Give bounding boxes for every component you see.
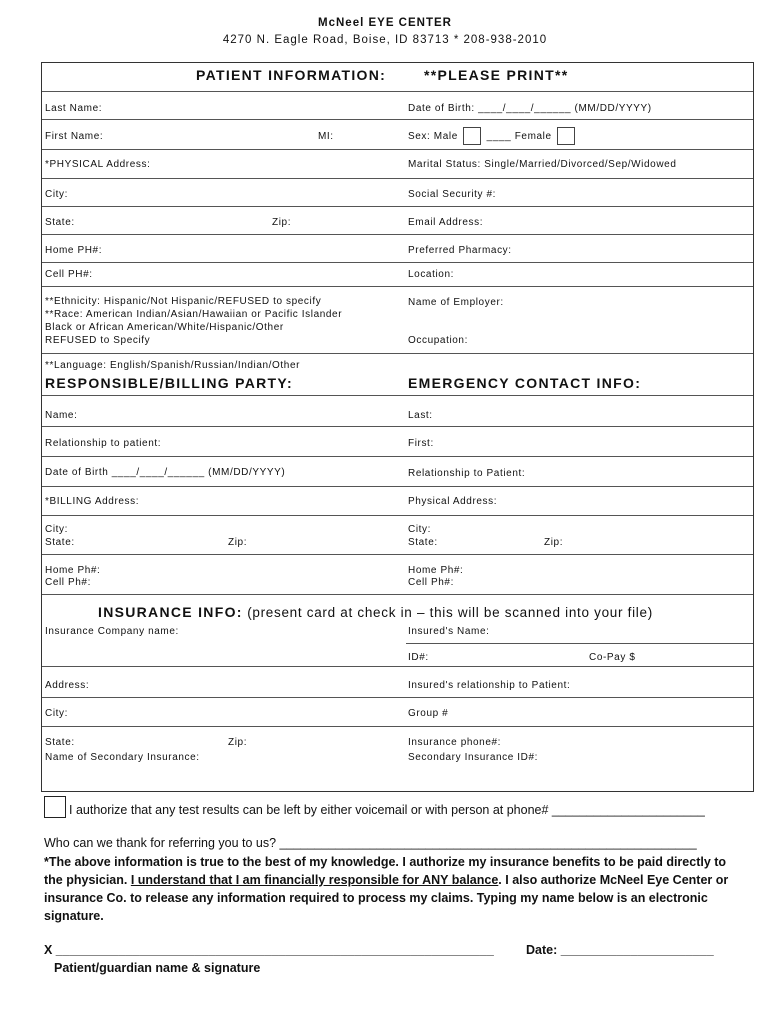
secondary-insurance-name-field[interactable]: Name of Secondary Insurance:	[45, 752, 200, 763]
secondary-insurance-id-field[interactable]: Secondary Insurance ID#:	[408, 752, 539, 763]
female-checkbox[interactable]	[557, 127, 575, 145]
insured-name-field[interactable]: Insured's Name:	[408, 626, 490, 637]
billing-state-field[interactable]: State:	[45, 537, 75, 548]
attestation-release: . I also authorize McNeel Eye Center or	[498, 873, 729, 887]
language-field[interactable]: **Language: English/Spanish/Russian/Indian/Other	[45, 360, 301, 371]
divider	[42, 456, 753, 457]
insurance-state-field[interactable]: State:	[45, 737, 75, 748]
insurance-id-field[interactable]: ID#:	[408, 652, 429, 663]
divider	[42, 554, 753, 555]
insurance-note: (present card at check in – this will be scanned into your file)	[247, 605, 653, 620]
emergency-zip-field[interactable]: Zip:	[544, 537, 564, 548]
ethnicity-field[interactable]: **Ethnicity: Hispanic/Not Hispanic/REFUSED to specify	[45, 296, 322, 307]
emergency-home-phone-field[interactable]: Home Ph#:	[408, 565, 464, 576]
divider	[42, 234, 753, 235]
insurance-phone-field[interactable]: Insurance phone#:	[408, 737, 502, 748]
ssn-field[interactable]: Social Security #:	[408, 189, 497, 200]
sex-label: Sex: Male	[408, 131, 458, 142]
insurance-address-field[interactable]: Address:	[45, 680, 90, 691]
divider	[42, 206, 753, 207]
female-label: Female	[514, 131, 552, 142]
billing-zip-field[interactable]: Zip:	[228, 537, 248, 548]
group-number-field[interactable]: Group #	[408, 708, 449, 719]
emergency-state-field[interactable]: State:	[408, 537, 438, 548]
race-refused: REFUSED to Specify	[45, 335, 151, 346]
state-field[interactable]: State:	[45, 217, 75, 228]
mi-field[interactable]: MI:	[318, 131, 334, 142]
emergency-city-field[interactable]: City:	[408, 524, 431, 535]
race-field[interactable]: **Race: American Indian/Asian/Hawaiian or Pacific Islander	[45, 309, 343, 320]
divider	[42, 486, 753, 487]
attestation-line-2	[44, 873, 728, 887]
physical-address-field[interactable]: *PHYSICAL Address:	[45, 159, 151, 170]
city-field[interactable]: City:	[45, 189, 68, 200]
patient-info-title: PATIENT INFORMATION:	[196, 67, 387, 83]
billing-dob-field[interactable]: Date of Birth ____/____/______ (MM/DD/YYYY)	[45, 467, 286, 478]
email-field[interactable]: Email Address:	[408, 217, 484, 228]
date-field[interactable]: Date: ______________________	[526, 943, 714, 957]
home-phone-field[interactable]: Home PH#:	[45, 245, 103, 256]
attestation-physician: the physician.	[44, 873, 128, 887]
emergency-cell-phone-field[interactable]: Cell Ph#:	[408, 577, 454, 588]
divider	[42, 666, 753, 667]
divider	[42, 119, 753, 120]
clinic-address: 4270 N. Eagle Road, Boise, ID 83713 * 208-938-2010	[222, 34, 548, 46]
insured-relationship-field[interactable]: Insured's relationship to Patient:	[408, 680, 571, 691]
occupation-field[interactable]: Occupation:	[408, 335, 468, 346]
insurance-company-field[interactable]: Insurance Company name:	[45, 626, 179, 637]
divider	[42, 594, 753, 595]
attestation-line-3: insurance Co. to release any information required to process my claims. Typing my name below is an electronic	[44, 891, 708, 905]
divider	[42, 726, 753, 727]
referral-field[interactable]: Who can we thank for referring you to us? ____________________________________________________________	[44, 836, 697, 850]
attestation-line-1: *The above information is true to the best of my knowledge. I authorize my insurance benefits to be paid directly to	[44, 855, 727, 869]
insurance-heading	[98, 604, 653, 622]
male-checkbox[interactable]	[463, 127, 481, 145]
dob-field[interactable]: Date of Birth: ____/____/______ (MM/DD/YYYY)	[408, 103, 652, 114]
insurance-zip-field[interactable]: Zip:	[228, 737, 248, 748]
sex-field	[408, 127, 577, 145]
divider	[42, 395, 753, 396]
race-options: Black or African American/White/Hispanic/Other	[45, 322, 284, 333]
divider	[42, 353, 753, 354]
billing-city-field[interactable]: City:	[45, 524, 68, 535]
billing-address-field[interactable]: *BILLING Address:	[45, 496, 140, 507]
billing-cell-phone-field[interactable]: Cell Ph#:	[45, 577, 91, 588]
cell-phone-field[interactable]: Cell PH#:	[45, 269, 93, 280]
employer-field[interactable]: Name of Employer:	[408, 297, 504, 308]
marital-status-field[interactable]: Marital Status: Single/Married/Divorced/Sep/Widowed	[408, 159, 677, 170]
sex-blank: ____	[486, 131, 512, 142]
voicemail-consent-text: I authorize that any test results can be left by either voicemail or with person at phone# ______________________	[69, 803, 705, 817]
last-name-field[interactable]: Last Name:	[45, 103, 103, 114]
divider	[42, 286, 753, 287]
financial-responsibility-text: I understand that I am financially responsible for ANY balance	[130, 873, 499, 887]
divider	[42, 697, 753, 698]
billing-home-phone-field[interactable]: Home Ph#:	[45, 565, 101, 576]
pharmacy-field[interactable]: Preferred Pharmacy:	[408, 245, 512, 256]
divider	[42, 262, 753, 263]
emergency-address-field[interactable]: Physical Address:	[408, 496, 498, 507]
zip-field[interactable]: Zip:	[272, 217, 292, 228]
billing-title: RESPONSIBLE/BILLING PARTY:	[45, 375, 293, 391]
divider	[42, 426, 753, 427]
emergency-relationship-field[interactable]: Relationship to Patient:	[408, 468, 526, 479]
please-print-note: **PLEASE PRINT**	[424, 67, 569, 83]
divider	[406, 643, 753, 644]
registration-form	[41, 62, 754, 792]
emergency-first-field[interactable]: First:	[408, 438, 434, 449]
attestation-line-4: signature.	[44, 909, 104, 923]
signature-caption: Patient/guardian name & signature	[54, 961, 261, 975]
insurance-city-field[interactable]: City:	[45, 708, 68, 719]
signature-field[interactable]: X _______________________________________________________________	[44, 943, 494, 957]
divider	[42, 515, 753, 516]
divider	[42, 149, 753, 150]
location-field[interactable]: Location:	[408, 269, 454, 280]
copay-field[interactable]: Co-Pay $	[589, 652, 636, 663]
clinic-name: McNeel EYE CENTER	[318, 17, 452, 29]
insurance-title: INSURANCE INFO:	[98, 604, 243, 620]
emergency-last-field[interactable]: Last:	[408, 410, 433, 421]
divider	[42, 91, 753, 92]
divider	[42, 178, 753, 179]
first-name-field[interactable]: First Name:	[45, 131, 104, 142]
billing-relationship-field[interactable]: Relationship to patient:	[45, 438, 162, 449]
voicemail-consent-checkbox[interactable]	[44, 796, 66, 818]
billing-name-field[interactable]: Name:	[45, 410, 78, 421]
emergency-title: EMERGENCY CONTACT INFO:	[408, 375, 642, 391]
